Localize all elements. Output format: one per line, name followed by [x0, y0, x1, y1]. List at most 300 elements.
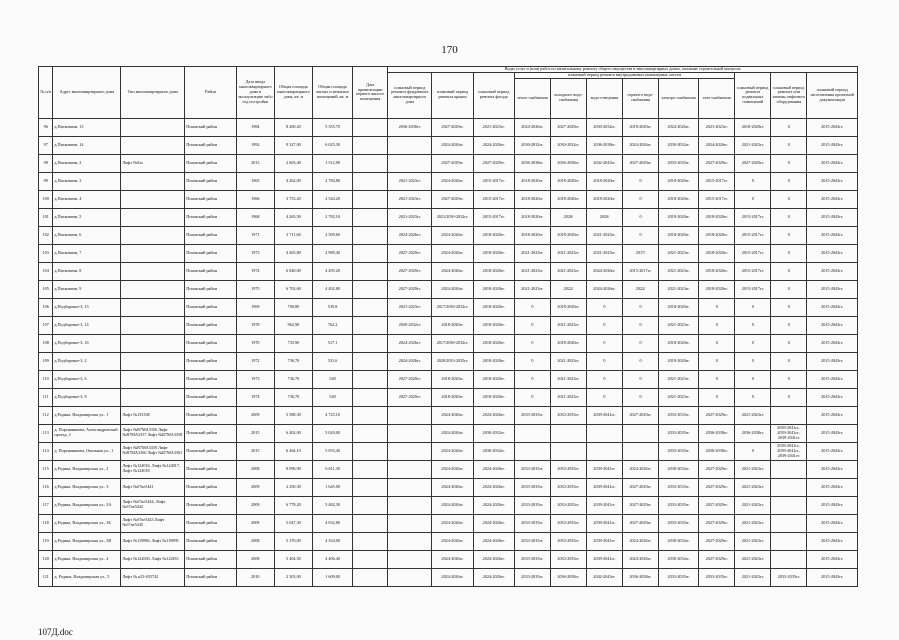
- table-cell: 2015-2043гг.: [807, 136, 858, 154]
- table-cell: 0: [735, 334, 771, 352]
- table-cell: 2024-2026гг.: [432, 424, 473, 442]
- header-cell: плановый период ремонта или замены лифтового оборудования: [771, 72, 807, 118]
- table-cell: 2021-2023гг.: [735, 532, 771, 550]
- table-cell: [353, 172, 388, 190]
- header-cell: Тип многоквартирного дома: [121, 67, 185, 119]
- table-cell: 101: [39, 208, 53, 226]
- table-cell: 0: [771, 208, 807, 226]
- table-cell: 2015-2043гг.: [807, 316, 858, 334]
- table-cell: 2033-2035гг.: [550, 460, 586, 478]
- table-cell: 2024-2026гг.: [623, 460, 659, 478]
- header-cell: Дата приватизации первого жилого помещения: [353, 67, 388, 119]
- table-cell: 2033-2035гг.: [514, 514, 550, 532]
- table-cell: 119: [39, 532, 53, 550]
- table-cell: 2033-2035гг.: [514, 496, 550, 514]
- table-cell: 2033-2035гг.: [659, 496, 699, 514]
- table-cell: 2015-2017гг.: [473, 190, 514, 208]
- table-cell: 2 782,10: [312, 208, 352, 226]
- table-cell: 105: [39, 280, 53, 298]
- table-cell: 2015-2043гг.: [807, 244, 858, 262]
- table-cell: 2039-2041гг.: [586, 514, 622, 532]
- table-row: [39, 460, 858, 478]
- table-cell: 0: [771, 244, 807, 262]
- table-cell: 0: [735, 190, 771, 208]
- table-cell: 2039-2041гг.: [586, 496, 622, 514]
- table-cell: [388, 514, 432, 532]
- table-cell: [353, 136, 388, 154]
- table-cell: 2015-2017гг.: [473, 172, 514, 190]
- table-cell: 2027-2029гг.: [388, 244, 432, 262]
- table-cell: 2042-2043гг.: [586, 568, 622, 586]
- table-cell: 0: [771, 352, 807, 370]
- table-cell: 8 200,20: [274, 118, 312, 136]
- table-cell: [388, 136, 432, 154]
- table-cell: 5 404,50: [274, 550, 312, 568]
- table-cell: д.Родина, Владимирская ул., 4: [53, 550, 121, 568]
- table-cell: 2024-2026гг.: [432, 496, 473, 514]
- table-cell: 2027-2029гг.: [388, 280, 432, 298]
- table-cell: 0: [771, 172, 807, 190]
- table-cell: 2027-2029гг.: [388, 388, 432, 406]
- table-cell: 2013: [236, 154, 274, 172]
- table-cell: 0: [771, 136, 807, 154]
- table-cell: 102: [39, 226, 53, 244]
- table-cell: 2 250,30: [274, 478, 312, 496]
- table-cell: 117: [39, 496, 53, 514]
- table-cell: 2027-2029гг.: [735, 154, 771, 172]
- table-cell: 2027-2029гг.: [623, 478, 659, 496]
- table-cell: 2015: [236, 442, 274, 460]
- table-cell: д.Подборовье-3, 2: [53, 352, 121, 370]
- table-row: [39, 262, 858, 280]
- table-cell: 0: [699, 316, 735, 334]
- table-cell: 2027-2029гг.: [699, 514, 735, 532]
- table-cell: 2018-2020гг.: [659, 352, 699, 370]
- table-cell: 2017/2030-2032гг.: [432, 298, 473, 316]
- table-cell: [623, 442, 659, 460]
- table-cell: 2024-2026гг.: [473, 406, 514, 424]
- table-cell: 2021-2023гг.: [735, 478, 771, 496]
- table-cell: 2021-2023гг.: [659, 388, 699, 406]
- table-cell: 2018-2020гг.: [659, 172, 699, 190]
- table-cell: [388, 496, 432, 514]
- table-cell: д.Подборовье-3, 8: [53, 388, 121, 406]
- table-cell: 0: [586, 388, 622, 406]
- table-cell: 0: [699, 334, 735, 352]
- table-cell: 2030-2032гг.: [659, 550, 699, 568]
- table-cell: 2027-2029гг.: [699, 550, 735, 568]
- table-cell: 2027-2029гг.: [699, 154, 735, 172]
- table-cell: 2021-2023гг.: [388, 190, 432, 208]
- table-cell: 2027-2029гг.: [473, 154, 514, 172]
- table-cell: 0: [771, 190, 807, 208]
- table-cell: 1973: [236, 244, 274, 262]
- table-cell: Псковский район: [185, 136, 237, 154]
- table-cell: 2030-2032гг.: [659, 136, 699, 154]
- table-cell: 0: [771, 298, 807, 316]
- table-cell: 733,90: [274, 334, 312, 352]
- table-cell: 2009: [236, 406, 274, 424]
- table-cell: 2018-2020гг.: [473, 334, 514, 352]
- table-cell: 2033-2035гг.: [514, 478, 550, 496]
- table-cell: 4 262,00: [274, 172, 312, 190]
- table-cell: 0: [586, 334, 622, 352]
- table-cell: 0: [771, 262, 807, 280]
- table-cell: д.Подборовье-3, 14: [53, 316, 121, 334]
- table-cell: 5 482,30: [312, 496, 352, 514]
- table-row: [39, 172, 858, 190]
- table-cell: 2036-2038гг.: [586, 136, 622, 154]
- table-cell: [121, 208, 185, 226]
- table-cell: [771, 478, 807, 496]
- table-cell: Псковский район: [185, 442, 237, 460]
- table-cell: 2033-2035гг.: [514, 550, 550, 568]
- table-cell: 2027-2029гг.: [699, 406, 735, 424]
- table-cell: 2 544,20: [312, 190, 352, 208]
- table-cell: 8 096,90: [274, 460, 312, 478]
- table-cell: [388, 532, 432, 550]
- table-cell: 3 753,20: [274, 190, 312, 208]
- table-cell: 0: [771, 370, 807, 388]
- table-cell: 2024-2026гг.: [586, 262, 622, 280]
- table-cell: 2015-2017гг.: [623, 262, 659, 280]
- table-cell: 2024-2026гг.: [432, 280, 473, 298]
- table-cell: 2024-2026гг.: [432, 136, 473, 154]
- table-cell: 2027-2029гг.: [699, 478, 735, 496]
- table-cell: Лифт №б7ne5444, Лифт №б7ne5442: [121, 496, 185, 514]
- table-cell: 2033-2035гг.: [771, 568, 807, 586]
- table-cell: 2030-2032гг.: [550, 136, 586, 154]
- table-cell: 2018-2020гг.: [699, 280, 735, 298]
- table-cell: [623, 424, 659, 442]
- header-cell: горячего водо-снабжения: [623, 78, 659, 118]
- table-cell: д.Родина, Владимирская ул., 3Б: [53, 514, 121, 532]
- table-cell: 103: [39, 244, 53, 262]
- table-cell: 2027-2029гг.: [623, 496, 659, 514]
- table-cell: 2036-2038гг.: [514, 154, 550, 172]
- table-cell: 0: [586, 370, 622, 388]
- table-cell: 2024-2026гг.: [388, 352, 432, 370]
- table-cell: 111: [39, 388, 53, 406]
- table-cell: д.Писковичи, 6: [53, 226, 121, 244]
- table-cell: 0: [586, 298, 622, 316]
- table-cell: 2033-2035гг.: [514, 406, 550, 424]
- table-row: [39, 496, 858, 514]
- table-cell: Псковский район: [185, 208, 237, 226]
- table-cell: 2033-2035гг.: [514, 532, 550, 550]
- table-cell: [353, 478, 388, 496]
- table-cell: 2027-2029гг.: [432, 190, 473, 208]
- table-cell: 2024-2026гг.: [659, 118, 699, 136]
- table-cell: 2024-2026гг.: [473, 478, 514, 496]
- table-cell: 2030-2032гг.: [473, 424, 514, 442]
- table-cell: 2009: [236, 496, 274, 514]
- table-cell: Псковский район: [185, 226, 237, 244]
- table-cell: 2033-2035гг.: [659, 424, 699, 442]
- table-cell: 2030-2032гг.: [388, 316, 432, 334]
- table-cell: Псковский район: [185, 478, 237, 496]
- table-cell: Псковский район: [185, 190, 237, 208]
- table-cell: 0: [771, 334, 807, 352]
- table-cell: 2015-2043гг.: [807, 424, 858, 442]
- table-cell: 2018-2020гг.: [699, 244, 735, 262]
- table-cell: 2021-2023гг.: [586, 244, 622, 262]
- table-cell: Псковский район: [185, 352, 237, 370]
- table-cell: Лифт №119896, Лифт №119895: [121, 532, 185, 550]
- table-cell: [353, 352, 388, 370]
- table-cell: 2015-2043гг.: [807, 460, 858, 478]
- table-cell: 2 303,00: [274, 568, 312, 586]
- table-cell: [771, 532, 807, 550]
- table-cell: 2018-2020гг.: [473, 262, 514, 280]
- table-cell: Псковский район: [185, 370, 237, 388]
- table-cell: [388, 460, 432, 478]
- table-cell: 2021-2023гг.: [659, 370, 699, 388]
- header-cell: плановый период ремонта крыши: [432, 72, 473, 118]
- header-cell: Общая площадь многоквартирного дома, кв. м: [274, 67, 312, 119]
- table-cell: 2018-2020гг.: [699, 208, 735, 226]
- table-cell: [771, 460, 807, 478]
- table-cell: 2015-2043гг.: [807, 550, 858, 568]
- table-row: [39, 334, 858, 352]
- table-cell: 2015-2043гг.: [807, 190, 858, 208]
- table-cell: [771, 496, 807, 514]
- table-cell: Псковский район: [185, 514, 237, 532]
- table-cell: 2018-2020гг.: [514, 172, 550, 190]
- table-cell: 4 406,40: [312, 550, 352, 568]
- table-cell: 2018-2020гг.: [473, 316, 514, 334]
- table-cell: 2018-2020гг.: [735, 118, 771, 136]
- table-cell: 540: [312, 388, 352, 406]
- table-cell: 2018-2020гг.: [473, 370, 514, 388]
- table-cell: 2018-2020гг.: [514, 190, 550, 208]
- table-cell: 0: [623, 370, 659, 388]
- table-cell: 5 055,40: [312, 442, 352, 460]
- table-cell: 2024-2026гг.: [623, 550, 659, 568]
- table-cell: 0: [514, 370, 550, 388]
- table-cell: 9 327,00: [274, 136, 312, 154]
- table-cell: Псковский район: [185, 154, 237, 172]
- table-cell: д. Родина, Владимирская ул., 5: [53, 568, 121, 586]
- table-cell: 4 032,80: [312, 514, 352, 532]
- table-cell: 2021-2023гг.: [735, 136, 771, 154]
- table-cell: 2015-2017гг.: [735, 208, 771, 226]
- table-cell: 0: [623, 298, 659, 316]
- header-cell: электро-снабжения: [659, 78, 699, 118]
- table-cell: 2018-2020гг.: [473, 280, 514, 298]
- table-cell: 97: [39, 136, 53, 154]
- table-cell: 0: [771, 154, 807, 172]
- header-subgroup-title: плановый период ремонта внутридомовых инженерных систем: [514, 72, 734, 78]
- table-cell: 2018-2020гг.: [473, 298, 514, 316]
- table-cell: Лифт №б7ne5443 Лифт №б7ne5445: [121, 514, 185, 532]
- table-cell: 2033-2035гг.: [550, 550, 586, 568]
- table-cell: 2018-2020гг.: [514, 208, 550, 226]
- table-cell: [550, 442, 586, 460]
- table-cell: 2018-2020гг.: [432, 316, 473, 334]
- table-cell: 2036-2038гг.: [388, 118, 432, 136]
- table-cell: 1969: [236, 298, 274, 316]
- table-cell: [353, 460, 388, 478]
- table-cell: 0: [735, 442, 771, 460]
- table-cell: 2024-2026гг.: [473, 136, 514, 154]
- table-cell: 104: [39, 262, 53, 280]
- table-cell: 2018-2020гг.: [432, 388, 473, 406]
- header-cell: плановый период ремонта подвальных помещений: [735, 72, 771, 118]
- table-cell: 0: [699, 388, 735, 406]
- table-cell: 1971: [236, 226, 274, 244]
- table-cell: 2015-2043гг.: [807, 496, 858, 514]
- table-cell: [121, 352, 185, 370]
- header-cell: водо-отведения: [586, 78, 622, 118]
- table-cell: [388, 424, 432, 442]
- table-cell: 1975: [236, 280, 274, 298]
- header-cell: Общая площадь жилых и нежилых помещений, кв. м: [312, 67, 352, 119]
- table-cell: 2018-2020гг.: [659, 190, 699, 208]
- table-cell: 2036-2038гг.: [699, 424, 735, 442]
- table-cell: [353, 208, 388, 226]
- table-cell: д.Писковичи, 4: [53, 190, 121, 208]
- table-cell: 2024-2026гг.: [432, 406, 473, 424]
- table-cell: 1984: [236, 118, 274, 136]
- header-cell: холодного водо-снабжения: [550, 78, 586, 118]
- table-cell: Лифт №135338: [121, 406, 185, 424]
- table-cell: 120: [39, 550, 53, 568]
- table-cell: 531,6: [312, 352, 352, 370]
- table-cell: 2021-2023гг.: [388, 208, 432, 226]
- table-cell: д.Писковичи, 13: [53, 118, 121, 136]
- table-cell: Псковский район: [185, 334, 237, 352]
- table-cell: 4 354,00: [312, 532, 352, 550]
- table-cell: Псковский район: [185, 424, 237, 442]
- table-row: [39, 226, 858, 244]
- table-cell: 2022/: [550, 280, 586, 298]
- table-row: [39, 370, 858, 388]
- table-cell: 0: [771, 316, 807, 334]
- table-cell: 4 725,10: [312, 406, 352, 424]
- table-cell: 2020/2033-2035гг.: [432, 352, 473, 370]
- table-cell: 1965: [236, 172, 274, 190]
- table-cell: Псковский район: [185, 262, 237, 280]
- table-cell: 2033-2035гг.: [550, 532, 586, 550]
- table-cell: 112: [39, 406, 53, 424]
- table-cell: д. Портянникова, Александровский проезд, 2: [53, 424, 121, 442]
- table-cell: 2027-2029гг.: [699, 532, 735, 550]
- table-cell: 0: [514, 298, 550, 316]
- table-cell: 2024-2026гг.: [432, 514, 473, 532]
- table-cell: 1 609,00: [312, 568, 352, 586]
- table-cell: 2027-2029гг.: [550, 118, 586, 136]
- table-cell: [121, 190, 185, 208]
- table-cell: 0: [623, 208, 659, 226]
- table-cell: 2033-2035гг.: [550, 514, 586, 532]
- table-cell: 2015-2043гг.: [807, 280, 858, 298]
- table-cell: 2027-2029гг.: [699, 496, 735, 514]
- table-cell: 2017/: [623, 244, 659, 262]
- table-row: [39, 550, 858, 568]
- table-cell: 6 611,30: [312, 460, 352, 478]
- table-cell: д.Писковичи, 14: [53, 136, 121, 154]
- table-cell: 0: [514, 334, 550, 352]
- table-cell: 2024-2026гг.: [388, 226, 432, 244]
- table-cell: [353, 514, 388, 532]
- table-cell: [353, 262, 388, 280]
- header-cell: Адрес многоквартирного дома: [53, 67, 121, 119]
- table-cell: 2015-2043гг.: [807, 298, 858, 316]
- page-number: 170: [441, 44, 458, 56]
- table-cell: 2021-2023гг.: [473, 118, 514, 136]
- table-cell: 6 402,00: [274, 424, 312, 442]
- table-cell: 0: [623, 226, 659, 244]
- table-cell: 107: [39, 316, 53, 334]
- table-cell: 2024-2026гг.: [432, 478, 473, 496]
- table-cell: 110: [39, 370, 53, 388]
- table-cell: [388, 478, 432, 496]
- table-cell: 2027-2029гг.: [623, 406, 659, 424]
- table-cell: [121, 298, 185, 316]
- table-cell: 2021-2023гг.: [586, 226, 622, 244]
- table-cell: 1992: [236, 136, 274, 154]
- table-cell: 106: [39, 298, 53, 316]
- table-cell: 2021-2023гг.: [735, 568, 771, 586]
- table-cell: 962,90: [274, 316, 312, 334]
- table-cell: 736,70: [274, 388, 312, 406]
- table-cell: [353, 406, 388, 424]
- table-cell: Лифт №122650, Лифт №122651: [121, 550, 185, 568]
- table-cell: [353, 370, 388, 388]
- table-cell: д.Родина, Владимирская ул., 3: [53, 478, 121, 496]
- table-row: [39, 352, 858, 370]
- table-cell: [353, 532, 388, 550]
- table-cell: [353, 442, 388, 460]
- table-cell: [353, 118, 388, 136]
- table-cell: Лифт №В7МА3356 Лифт №В7МА3357 Лифт №В7МА3358: [121, 424, 185, 442]
- table-row: [39, 244, 858, 262]
- table-cell: 2018-2020гг.: [432, 370, 473, 388]
- table-cell: 0: [586, 316, 622, 334]
- table-cell: [353, 298, 388, 316]
- table-cell: 2027-2029гг.: [699, 460, 735, 478]
- table-cell: 2021-2023гг.: [514, 262, 550, 280]
- table-cell: д.Родина, Владимирская ул., 2: [53, 460, 121, 478]
- table-cell: 2018-2020гг.: [550, 190, 586, 208]
- table-cell: 2018-2020гг.: [699, 262, 735, 280]
- table-cell: 0: [735, 370, 771, 388]
- table-cell: д.Писковичи, 3: [53, 172, 121, 190]
- table-cell: д.Писковичи, 9: [53, 280, 121, 298]
- table-cell: 2039-2041гг., 2039-2041гг., 2039-2041гг.: [771, 442, 807, 460]
- table-cell: 0: [514, 316, 550, 334]
- table-row: [39, 298, 858, 316]
- table-cell: 2024-2026гг.: [432, 226, 473, 244]
- table-cell: 1 512,90: [312, 154, 352, 172]
- table-cell: 2033-2035гг.: [659, 568, 699, 586]
- table-cell: 2024-2026гг.: [473, 460, 514, 478]
- table-cell: Лифт № к23-035742: [121, 568, 185, 586]
- table-row: [39, 136, 858, 154]
- table-cell: 2024-2026гг.: [586, 280, 622, 298]
- table-cell: 2021-2023гг.: [659, 244, 699, 262]
- table-cell: 2036-2038гг.: [623, 568, 659, 586]
- table-cell: 2021-2023гг.: [735, 460, 771, 478]
- table-cell: [514, 442, 550, 460]
- table-cell: 0: [771, 388, 807, 406]
- table-cell: Псковский район: [185, 118, 237, 136]
- table-cell: [353, 496, 388, 514]
- table-cell: [388, 442, 432, 460]
- table-cell: 0: [735, 172, 771, 190]
- table-cell: [550, 424, 586, 442]
